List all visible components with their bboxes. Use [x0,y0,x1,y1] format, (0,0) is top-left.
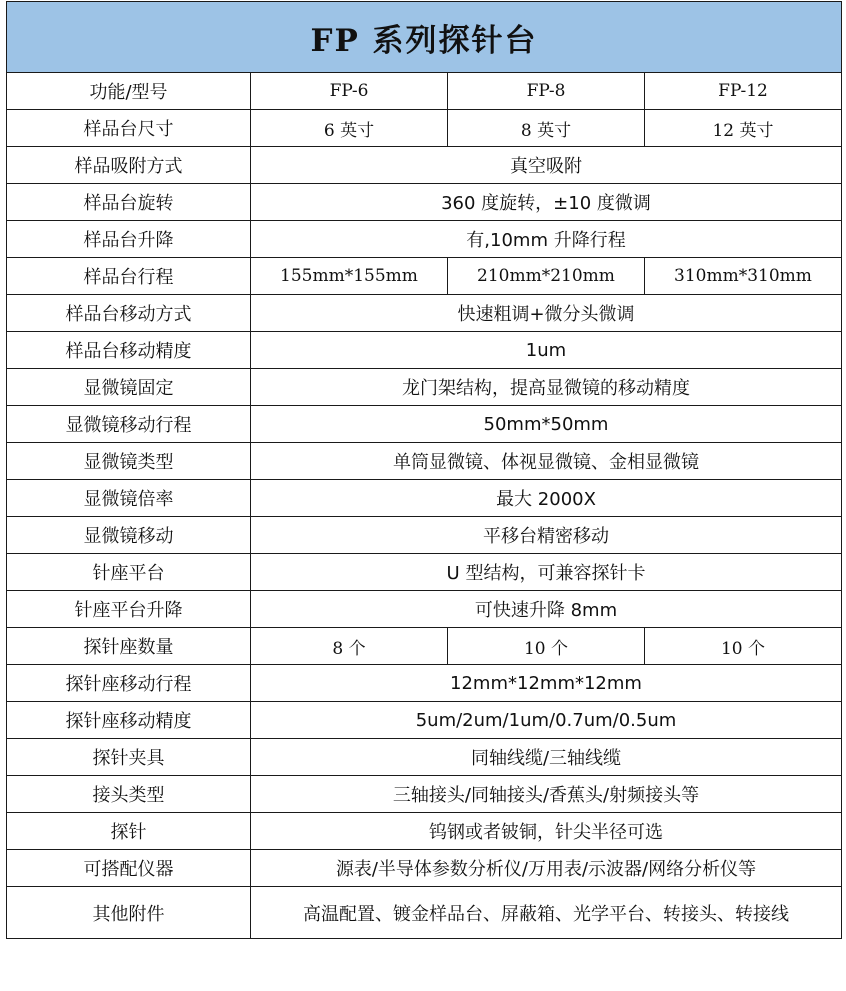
table-row [7,110,842,147]
row-value: 50mm*50mm [251,406,842,443]
row-value: 最大 2000X [251,480,842,517]
row-label: 样品台升降 [7,221,251,258]
table-row [7,295,842,332]
table-row [7,369,842,406]
table-row [7,887,842,939]
table-row [7,702,842,739]
row-value: 源表/半导体参数分析仪/万用表/示波器/网络分析仪等 [251,850,842,887]
table-row [7,258,842,295]
table-row [7,739,842,776]
row-value-cell: 155mm*155mm [251,258,448,295]
row-value-cell: 12 英寸 [645,110,842,147]
table-row [7,517,842,554]
row-label: 针座平台 [7,554,251,591]
row-label: 显微镜类型 [7,443,251,480]
table-row [7,554,842,591]
row-value: 高温配置、镀金样品台、屏蔽箱、光学平台、转接头、转接线 [251,887,842,939]
table-row [7,591,842,628]
row-value: 可快速升降 8mm [251,591,842,628]
row-value: 1um [251,332,842,369]
row-value-cell: 8 英寸 [448,110,645,147]
row-value: 龙门架结构，提高显微镜的移动精度 [251,369,842,406]
header-row [7,73,842,110]
spec-table [6,1,842,939]
row-label: 探针夹具 [7,739,251,776]
row-label: 探针座移动行程 [7,665,251,702]
row-label: 样品台行程 [7,258,251,295]
model-fp6: FP-6 [251,73,448,110]
row-label: 探针座数量 [7,628,251,665]
table-row [7,776,842,813]
spec-table-body [7,2,842,939]
table-row [7,184,842,221]
row-label: 显微镜固定 [7,369,251,406]
row-value: U 型结构，可兼容探针卡 [251,554,842,591]
row-label: 其他附件 [7,887,251,939]
row-label: 显微镜移动行程 [7,406,251,443]
table-row [7,628,842,665]
row-value: 12mm*12mm*12mm [251,665,842,702]
row-value: 同轴线缆/三轴线缆 [251,739,842,776]
row-label: 样品台旋转 [7,184,251,221]
row-value-cell: 310mm*310mm [645,258,842,295]
row-value: 单筒显微镜、体视显微镜、金相显微镜 [251,443,842,480]
row-value: 三轴接头/同轴接头/香蕉头/射频接头等 [251,776,842,813]
table-row [7,480,842,517]
row-value-cell: 6 英寸 [251,110,448,147]
table-row [7,332,842,369]
row-value: 平移台精密移动 [251,517,842,554]
row-value: 真空吸附 [251,147,842,184]
table-row [7,665,842,702]
row-value-cell: 10 个 [645,628,842,665]
row-label: 样品台尺寸 [7,110,251,147]
row-label: 探针座移动精度 [7,702,251,739]
row-value: 5um/2um/1um/0.7um/0.5um [251,702,842,739]
row-value: 快速粗调+微分头微调 [251,295,842,332]
table-row [7,147,842,184]
row-value-cell: 8 个 [251,628,448,665]
table-row [7,850,842,887]
table-row [7,443,842,480]
row-label: 显微镜倍率 [7,480,251,517]
table-row [7,406,842,443]
row-label: 可搭配仪器 [7,850,251,887]
header-label: 功能/型号 [7,73,251,110]
row-label: 样品吸附方式 [7,147,251,184]
title-row [7,2,842,73]
row-label: 样品台移动精度 [7,332,251,369]
table-row [7,813,842,850]
table-title: FP 系列探针台 [7,2,842,73]
row-value: 有,10mm 升降行程 [251,221,842,258]
row-value-cell: 210mm*210mm [448,258,645,295]
row-label: 接头类型 [7,776,251,813]
row-value: 钨钢或者铍铜，针尖半径可选 [251,813,842,850]
model-fp12: FP-12 [645,73,842,110]
row-label: 显微镜移动 [7,517,251,554]
row-label: 样品台移动方式 [7,295,251,332]
row-value-cell: 10 个 [448,628,645,665]
table-row [7,221,842,258]
model-fp8: FP-8 [448,73,645,110]
row-label: 探针 [7,813,251,850]
row-label: 针座平台升降 [7,591,251,628]
row-value: 360 度旋转，±10 度微调 [251,184,842,221]
